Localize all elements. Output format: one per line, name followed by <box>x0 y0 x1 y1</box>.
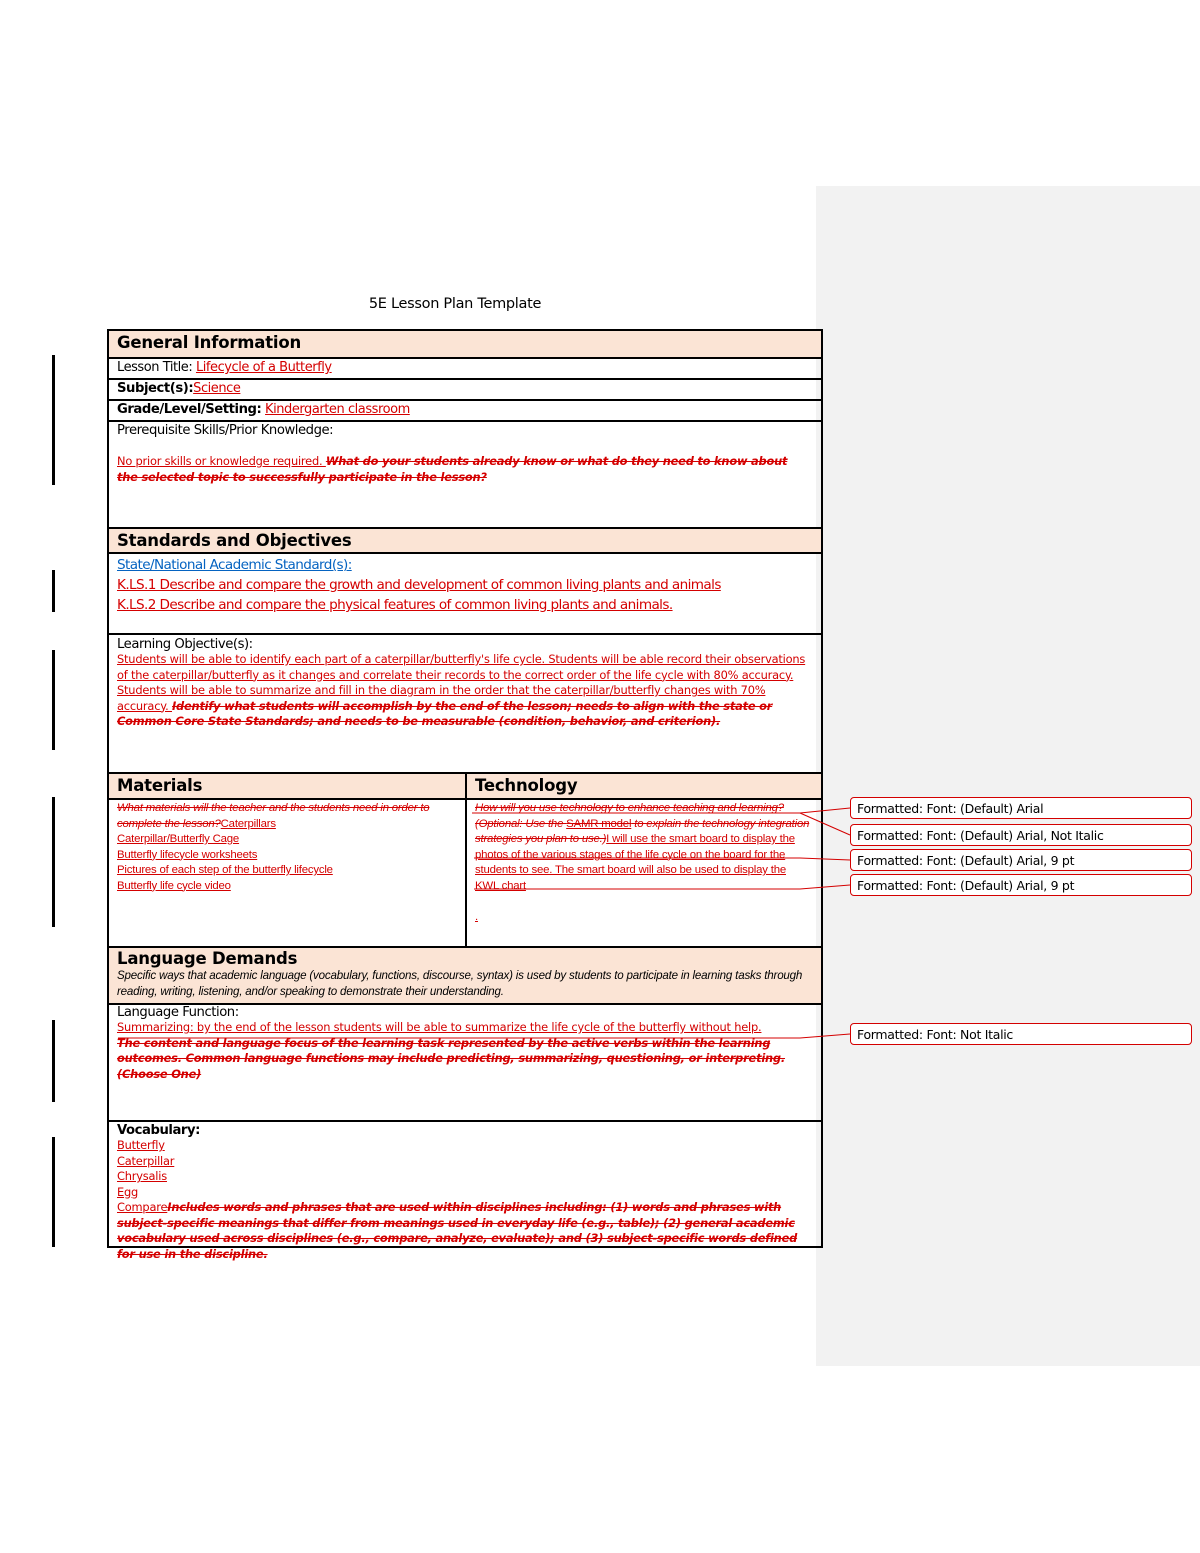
material-item: Caterpillars <box>220 817 276 830</box>
subjects-label: Subject(s): <box>117 381 194 396</box>
comment-balloon[interactable]: Formatted: Font: (Default) Arial, 9 pt <box>850 849 1192 871</box>
grade-value: Kindergarten classroom <box>265 402 410 417</box>
vocabulary-item: Compare <box>117 1200 168 1214</box>
language-demands-heading: Language Demands <box>117 949 298 968</box>
connector-line <box>472 808 850 813</box>
connector-line <box>800 813 850 835</box>
academic-standards-link[interactable]: State/National Academic Standard(s): <box>117 557 352 573</box>
connector-line <box>118 1034 850 1038</box>
language-function-deleted: The content and language focus of the learning task represented by the active verbs within the learning outcomes. Common language functions may include predicting, summarizing, questioning, or interpreting. (Choose One) <box>117 1035 786 1081</box>
connector-line <box>474 885 850 889</box>
comment-balloon[interactable]: Formatted: Font: (Default) Arial, Not Italic <box>850 824 1192 846</box>
comment-balloon[interactable]: Formatted: Font: (Default) Arial <box>850 797 1192 819</box>
connector-line <box>474 858 850 860</box>
technology-heading: Technology <box>475 776 578 795</box>
material-item: Butterfly life cycle video <box>117 879 231 892</box>
language-function-inserted: Summarizing: by the end of the lesson students will be able to summarize the life cycle of the butterfly without help. <box>117 1020 762 1034</box>
language-function-label: Language Function: <box>117 1005 239 1020</box>
prerequisite-deleted-text: What do your students already know or what do they need to know about the selected topic to successfully participate in the lesson? <box>117 454 788 484</box>
learning-objectives-label: Learning Objective(s): <box>117 637 253 652</box>
grade-label: Grade/Level/Setting: <box>117 402 262 417</box>
technology-deleted-text: How will you use technology to enhance teaching and learning? (Optional: Use the <box>475 802 784 830</box>
language-demands-intro: Specific ways that academic language (vocabulary, functions, discourse, syntax) is used by students to participate in learning tasks through reading, writing, listening, and/or speaking to demonstrate their understanding. <box>117 969 803 998</box>
general-info-heading: General Information <box>117 333 302 352</box>
vocabulary-item: Butterfly <box>117 1138 165 1152</box>
vocabulary-item: Chrysalis <box>117 1169 167 1183</box>
material-item: Pictures of each step of the butterfly lifecycle <box>117 864 333 876</box>
lesson-title-value: Lifecycle of a Butterfly <box>195 360 332 375</box>
vocabulary-item: Caterpillar <box>117 1153 175 1168</box>
prerequisite-inserted-text: No prior skills or knowledge required. <box>117 454 326 468</box>
objectives-inserted-text: Students will be able to identify each part of a caterpillar/butterfly's life cycle. Students will be able record their observations of the caterpillar/butterfly as it changes and correlate their records to the correct order of the life cycle with 80% accuracy. Students will be able to summarize and fill in the diagram in the order that the caterpillar/butterfly changes with 70% accuracy. <box>117 652 806 713</box>
standards-heading: Standards and Objectives <box>117 531 352 550</box>
standard-item: K.LS.1 Describe and compare the growth and development of common living plants and animals <box>117 577 721 593</box>
materials-heading: Materials <box>117 776 203 795</box>
vocabulary-item: Egg <box>117 1184 139 1199</box>
prerequisite-label: Prerequisite Skills/Prior Knowledge: <box>117 423 334 438</box>
material-item: Butterfly lifecycle worksheets <box>117 848 258 861</box>
document-title: 5E Lesson Plan Template <box>368 296 542 312</box>
samr-model-link[interactable]: SAMR model <box>566 817 632 830</box>
technology-inserted-text: I will use the smart board to display the photos of the various stages of the life cycle on the board for the students to see. The smart board will also be used to display the KWL chart <box>475 833 795 892</box>
materials-deleted-text: What materials will the teacher and the students need in order to complete the lesson? <box>117 802 430 830</box>
lesson-title-label: Lesson Title: <box>117 360 193 375</box>
vocabulary-label: Vocabulary: <box>117 1123 200 1138</box>
objectives-deleted-text: Identify what students will accomplish by the end of the lesson; needs to align with the state or Common Core State Standards; and needs to be measurable (condition, behavior, and criterion). <box>117 698 773 728</box>
technology-trailing-mark: . <box>475 910 478 923</box>
comment-balloon[interactable]: Formatted: Font: (Default) Arial, 9 pt <box>850 874 1192 896</box>
technology-deleted-text: to explain the technology integration strategies you plan to use.) <box>475 817 810 845</box>
standard-item: K.LS.2 Describe and compare the physical features of common living plants and animals. <box>117 597 673 613</box>
material-item: Caterpillar/Butterfly Cage <box>117 833 240 845</box>
comment-balloon[interactable]: Formatted: Font: Not Italic <box>850 1023 1192 1045</box>
subjects-value: Science <box>193 381 241 396</box>
vocabulary-deleted-text: Includes words and phrases that are used within disciplines including: (1) words and phrases with subject-specific meanings that differ from meanings used in everyday life (e.g., table); (2) general academic vocabulary used across disciplines (e.g., compare, analyze, evaluate); and (3) subject-specific words defined for use in the discipline. <box>117 1200 798 1261</box>
